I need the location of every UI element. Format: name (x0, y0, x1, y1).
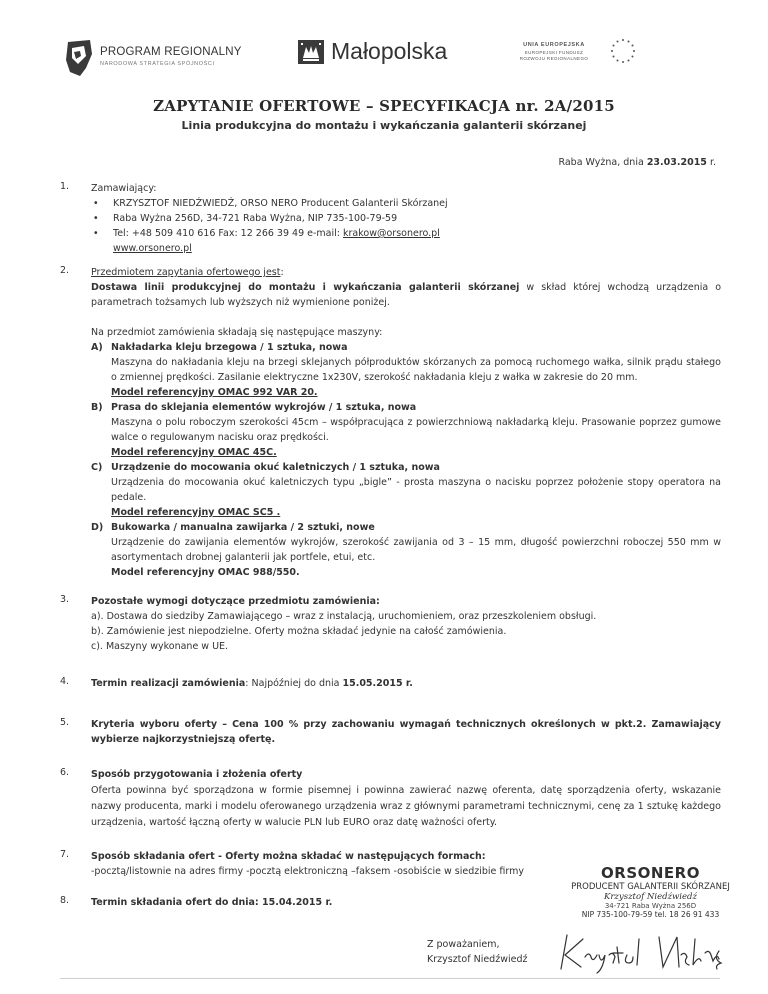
document-date: 23.03.2015 (646, 157, 707, 168)
machine-a-model: Model referencyjny OMAC 992 VAR 20. (111, 387, 318, 398)
machine-d-letter: D) (91, 522, 104, 533)
machine-d-description: Urządzenie do zawijania elementów wykrojów, szerokość zawijania od 3 – 15 mm, długość powierzchni roboczej 550 mm w asortymentach drobnej galanterii jak portfele, etui, etc. (111, 537, 721, 563)
place-date-suffix: r. (706, 157, 716, 168)
section-2-subject (91, 265, 721, 580)
section-5-text: Kryteria wyboru oferty – Cena 100 % przy zachowaniu wymagań technicznych określonych w pkt.2. Zamawiający wybierze najkorzystniejszą ofertę. (91, 719, 721, 745)
section-1-heading: Zamawiający: (91, 183, 157, 194)
eu-line-2: EUROPEJSKI FUNDUSZ (524, 50, 584, 55)
machine-c-title: Urządzenie do mocowania okuć kaletniczych / 1 sztuka, nowa (111, 462, 440, 473)
malopolska-logo (298, 38, 458, 68)
stamp-logo: ORSONERO (601, 864, 700, 882)
machine-c-letter: C) (91, 462, 103, 473)
machine-a (91, 340, 721, 400)
section-3-heading: Pozostałe wymogi dotyczące przedmiotu zamówienia: (91, 596, 380, 607)
section-5-number: 5. (60, 717, 70, 728)
section-4-date: 15.05.2015 r. (342, 678, 413, 689)
eu-line-1: UNIA EUROPEJSKA (523, 42, 585, 48)
website-link[interactable]: www.orsonero.pl (113, 243, 192, 254)
subject-bold: Dostawa linii produkcyjnej do montażu i wykańczania galanterii skórzanej (91, 282, 520, 293)
section-5-criteria (91, 717, 721, 747)
requirement-b: b). Zamówienie jest niepodzielne. Oferty można składać jedynie na całość zamówienia. (91, 626, 507, 637)
stamp-nip-tel: NIP 735-100-79-59 tel. 18 26 91 433 (581, 910, 720, 919)
machine-a-description: Maszyna do nakładania kleju na brzegi sklejanych półproduktów skórzanych za pomocą ruchomego wałka, silnik prądu stałego o zmiennej prędkości. Zasilanie elektryczne 1x230V, szerokość nakładania kleju z wałka w zakresie do 20 mm. (111, 357, 721, 383)
eu-line-3: ROZWOJU REGIONALNEGO (519, 56, 589, 61)
section-4-text: : Najpóźniej do dnia (245, 678, 343, 689)
machines-intro: Na przedmiot zamówienia składają się następujące maszyny: (91, 327, 383, 338)
stamp-owner: Krzysztof Niedźwiedź (604, 892, 697, 902)
section-7-heading: Sposób składania ofert - Oferty można składać w następujących formach: (91, 851, 486, 862)
section-7-text: -pocztą/listownie na adres firmy -pocztą elektroniczną –faksem -osobiście w siedzibie firmy (91, 866, 524, 877)
requirement-c: c). Maszyny wykonane w UE. (91, 641, 229, 652)
section-6-number: 6. (60, 767, 70, 778)
ordering-party-contact (91, 226, 721, 256)
machine-b-description: Maszyna o polu roboczym szerokości 45cm – współpracująca z powierzchniową nakładarką kleju. Prasowanie poprzez gumowe walce o regulowanym nacisku oraz prędkości. (111, 417, 721, 443)
program-subtitle: NARODOWA STRATEGIA SPÓJNOŚCI (100, 61, 215, 67)
machine-c (91, 460, 721, 520)
section-3-number: 3. (60, 594, 70, 605)
section-2-heading-colon: : (280, 267, 284, 278)
subject-rest: w skład której wchodzą urządzenia o parametrach tożsamych lub wyższych niż wymienione poniżej. (91, 282, 722, 308)
place-date-prefix: Raba Wyżna, dnia (558, 157, 647, 168)
section-4-label: Termin realizacji zamówienia (91, 678, 246, 689)
machine-d (91, 520, 721, 580)
company-stamp (568, 864, 733, 919)
section-3-requirements (91, 594, 721, 654)
section-8-text: Termin składania ofert do dnia: 15.04.2015 r. (91, 897, 333, 908)
contact-details: Tel: +48 509 410 616 Fax: 12 266 39 49 e-mail: (113, 228, 343, 239)
machine-b-letter: B) (91, 402, 103, 413)
place-and-date (558, 157, 716, 168)
section-6-text: Oferta powinna być sporządzona w formie pisemnej i powinna zawierać nazwę oferenta, datę sporządzenia oferty, wskazanie nazwy producenta, marki i modelu oferowanego urządzenia wraz z głównymi parametrami technicznymi, cenę za 1 sztukę każdego urządzenia, wartość łączną oferty w walucie PLN lub EURO oraz datę ważności oferty. (91, 785, 721, 828)
document-subtitle: Linia produkcyjna do montażu i wykańczania galanterii skórzanej (181, 119, 587, 132)
stamp-address: 34-721 Raba Wyżna 256D (604, 902, 697, 910)
section-6-heading: Sposób przygotowania i złożenia oferty (91, 769, 303, 780)
closing-regards (427, 937, 527, 967)
requirement-a: a). Dostawa do siedziby Zamawiającego – wraz z instalacją, uruchomieniem, oraz przeszkoleniem obsługi. (91, 611, 597, 622)
section-2-heading: Przedmiotem zapytania ofertowego jest (91, 267, 281, 278)
machine-d-title: Bukowarka / manualna zawijarka / 2 sztuki, nowe (111, 522, 375, 533)
eu-logo (508, 42, 638, 72)
machine-a-letter: A) (91, 342, 103, 353)
section-6-preparation (91, 767, 721, 831)
bottom-divider (60, 978, 720, 979)
malopolska-emblem-icon (298, 40, 324, 64)
section-1-number: 1. (60, 181, 70, 192)
machine-c-model: Model referencyjny OMAC SC5 . (111, 507, 281, 518)
machine-b-model: Model referencyjny OMAC 45C. (111, 447, 277, 458)
handwritten-signature (555, 925, 730, 975)
eu-stars-icon (608, 36, 638, 66)
machine-b-title: Prasa do sklejania elementów wykrojów / 1 sztuka, nowa (111, 402, 417, 413)
machine-c-description: Urządzenia do mocowania okuć kaletniczych typu „bigle” - prosta maszyna o nacisku poprzez położenie stopy operatora na pedale. (111, 477, 721, 503)
program-title: PROGRAM REGIONALNY (100, 46, 242, 58)
section-4-number: 4. (60, 676, 70, 687)
document-title: ZAPYTANIE OFERTOWE – SPECYFIKACJA nr. 2A/2015 (153, 97, 615, 115)
email-link[interactable]: krakow@orsonero.pl (343, 228, 440, 239)
ordering-party-address: • Raba Wyżna 256D, 34-721 Raba Wyżna, NIP 735-100-79-59 (91, 211, 721, 226)
program-regionalny-emblem-icon (62, 38, 96, 78)
machine-a-title: Nakładarka kleju brzegowa / 1 sztuka, nowa (111, 342, 348, 353)
region-name: Małopolska (331, 38, 448, 64)
regards-line-1: Z poważaniem, (427, 939, 500, 950)
section-8-number: 8. (60, 895, 70, 906)
ordering-party-name: • KRZYSZTOF NIEDŹWIEDŹ, ORSO NERO Producent Galanterii Skórzanej (91, 196, 721, 211)
section-1-ordering-party (91, 181, 721, 256)
stamp-company: PRODUCENT GALANTERII SKÓRZANEJ (571, 882, 730, 892)
machine-b (91, 400, 721, 460)
section-7-number: 7. (60, 849, 70, 860)
section-4-deadline (91, 676, 721, 691)
section-7-submission (91, 849, 561, 879)
machine-d-model: Model referencyjny OMAC 988/550. (111, 567, 300, 578)
section-8-submission-deadline (91, 895, 491, 910)
section-2-number: 2. (60, 265, 70, 276)
regards-line-2: Krzysztof Niedźwiedź (427, 954, 528, 965)
program-regionalny-logo (62, 38, 262, 78)
